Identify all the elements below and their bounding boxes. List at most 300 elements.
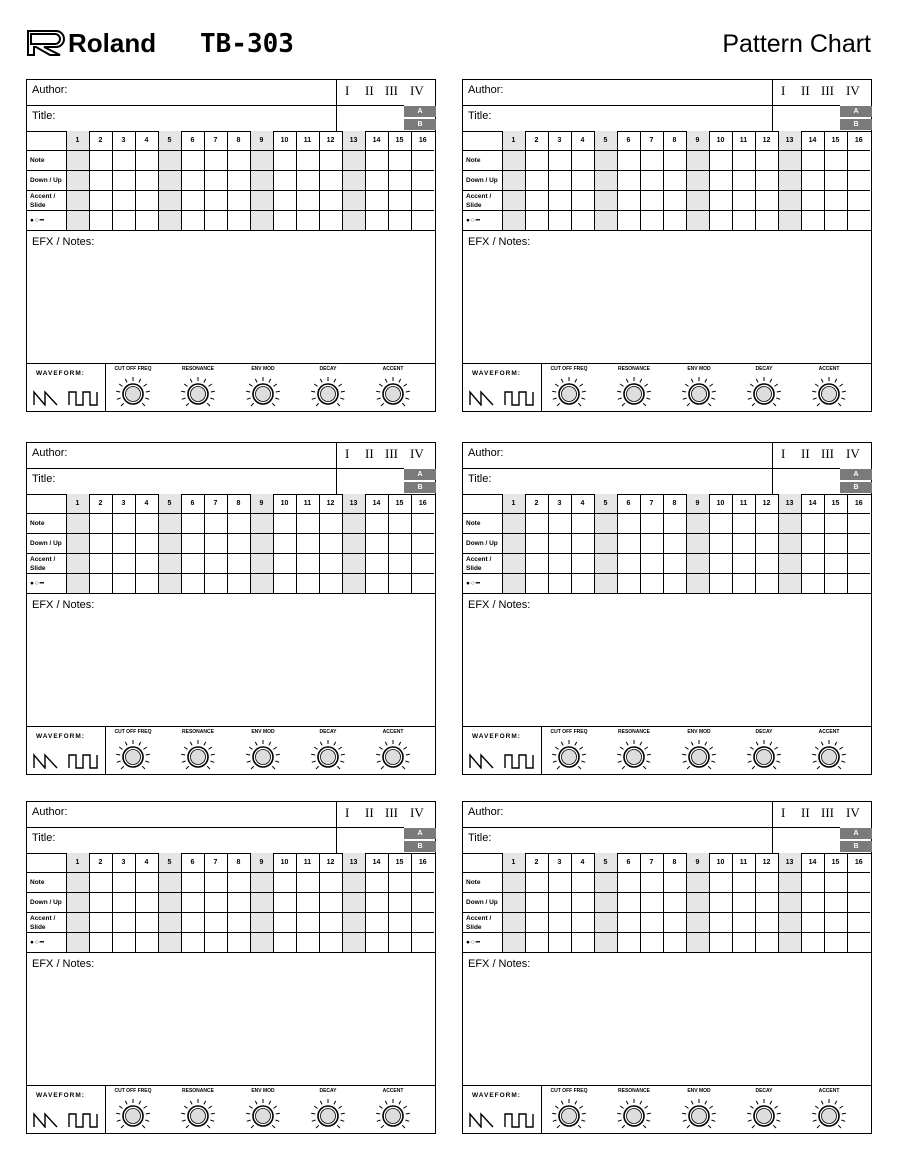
step-cell[interactable] xyxy=(801,873,824,893)
step-cell[interactable] xyxy=(365,913,388,933)
step-cell[interactable] xyxy=(732,151,755,171)
step-cell[interactable] xyxy=(89,211,112,231)
step-cell[interactable] xyxy=(709,534,732,554)
step-cell[interactable] xyxy=(778,171,801,191)
step-cell[interactable] xyxy=(640,913,663,933)
step-cell[interactable] xyxy=(594,151,617,171)
knob-icon[interactable] xyxy=(375,1098,411,1139)
step-cell[interactable] xyxy=(663,873,686,893)
step-cell[interactable] xyxy=(778,893,801,913)
step-cell[interactable] xyxy=(227,151,250,171)
step-cell[interactable] xyxy=(250,171,273,191)
step-cell[interactable] xyxy=(732,514,755,534)
step-cell[interactable] xyxy=(89,554,112,574)
step-cell[interactable] xyxy=(158,514,181,534)
step-cell[interactable] xyxy=(273,514,296,534)
step-cell[interactable] xyxy=(617,893,640,913)
step-cell[interactable] xyxy=(89,913,112,933)
step-cell[interactable] xyxy=(778,534,801,554)
step-cell[interactable] xyxy=(732,893,755,913)
step-cell[interactable] xyxy=(388,171,411,191)
step-cell[interactable] xyxy=(112,574,135,594)
step-cell[interactable] xyxy=(250,893,273,913)
step-cell[interactable] xyxy=(847,191,870,211)
step-cell[interactable] xyxy=(158,211,181,231)
step-cell[interactable] xyxy=(755,913,778,933)
track-numeral[interactable]: II xyxy=(365,446,374,461)
step-cell[interactable] xyxy=(365,534,388,554)
step-cell[interactable] xyxy=(89,191,112,211)
step-cell[interactable] xyxy=(411,933,434,953)
bank-a-label[interactable]: A xyxy=(404,469,436,480)
step-cell[interactable] xyxy=(663,171,686,191)
step-cell[interactable] xyxy=(250,913,273,933)
step-cell[interactable] xyxy=(548,554,571,574)
step-cell[interactable] xyxy=(388,151,411,171)
step-cell[interactable] xyxy=(502,514,525,534)
step-cell[interactable] xyxy=(525,933,548,953)
step-cell[interactable] xyxy=(250,151,273,171)
step-cell[interactable] xyxy=(135,913,158,933)
step-cell[interactable] xyxy=(66,554,89,574)
step-cell[interactable] xyxy=(778,574,801,594)
step-cell[interactable] xyxy=(89,574,112,594)
step-cell[interactable] xyxy=(158,534,181,554)
step-cell[interactable] xyxy=(548,191,571,211)
step-cell[interactable] xyxy=(66,211,89,231)
step-cell[interactable] xyxy=(640,191,663,211)
step-cell[interactable] xyxy=(778,873,801,893)
step-cell[interactable] xyxy=(66,913,89,933)
step-cell[interactable] xyxy=(778,514,801,534)
step-cell[interactable] xyxy=(778,913,801,933)
step-cell[interactable] xyxy=(66,151,89,171)
step-cell[interactable] xyxy=(89,893,112,913)
bank-a-label[interactable]: A xyxy=(840,469,872,480)
step-cell[interactable] xyxy=(89,873,112,893)
step-cell[interactable] xyxy=(594,574,617,594)
step-cell[interactable] xyxy=(732,873,755,893)
track-numeral[interactable]: II xyxy=(801,83,810,98)
step-cell[interactable] xyxy=(617,514,640,534)
step-cell[interactable] xyxy=(181,873,204,893)
square-wave-icon[interactable] xyxy=(504,753,534,769)
step-cell[interactable] xyxy=(663,534,686,554)
step-cell[interactable] xyxy=(847,554,870,574)
step-cell[interactable] xyxy=(273,191,296,211)
track-numeral[interactable]: I xyxy=(345,446,350,461)
step-cell[interactable] xyxy=(709,893,732,913)
knob-icon[interactable] xyxy=(551,1098,587,1139)
step-cell[interactable] xyxy=(548,933,571,953)
step-cell[interactable] xyxy=(296,191,319,211)
step-cell[interactable] xyxy=(686,534,709,554)
step-cell[interactable] xyxy=(847,211,870,231)
step-cell[interactable] xyxy=(824,574,847,594)
step-cell[interactable] xyxy=(502,873,525,893)
step-cell[interactable] xyxy=(686,873,709,893)
step-cell[interactable] xyxy=(824,873,847,893)
step-cell[interactable] xyxy=(227,893,250,913)
step-cell[interactable] xyxy=(365,211,388,231)
step-cell[interactable] xyxy=(296,554,319,574)
step-cell[interactable] xyxy=(824,151,847,171)
step-cell[interactable] xyxy=(709,171,732,191)
step-cell[interactable] xyxy=(250,534,273,554)
step-cell[interactable] xyxy=(755,171,778,191)
step-cell[interactable] xyxy=(594,554,617,574)
step-cell[interactable] xyxy=(571,171,594,191)
step-cell[interactable] xyxy=(801,514,824,534)
step-cell[interactable] xyxy=(296,211,319,231)
step-cell[interactable] xyxy=(273,893,296,913)
sawtooth-wave-icon[interactable] xyxy=(33,753,59,769)
step-cell[interactable] xyxy=(755,534,778,554)
step-cell[interactable] xyxy=(388,191,411,211)
step-cell[interactable] xyxy=(732,554,755,574)
step-cell[interactable] xyxy=(663,211,686,231)
step-cell[interactable] xyxy=(525,893,548,913)
step-cell[interactable] xyxy=(365,171,388,191)
step-cell[interactable] xyxy=(847,893,870,913)
bank-b-label[interactable]: B xyxy=(404,119,436,130)
step-cell[interactable] xyxy=(204,514,227,534)
step-cell[interactable] xyxy=(502,151,525,171)
knob-icon[interactable] xyxy=(746,1098,782,1139)
step-cell[interactable] xyxy=(112,534,135,554)
step-cell[interactable] xyxy=(342,554,365,574)
step-cell[interactable] xyxy=(663,554,686,574)
step-cell[interactable] xyxy=(135,873,158,893)
step-cell[interactable] xyxy=(594,873,617,893)
step-cell[interactable] xyxy=(181,151,204,171)
step-cell[interactable] xyxy=(548,893,571,913)
step-cell[interactable] xyxy=(204,893,227,913)
step-cell[interactable] xyxy=(158,191,181,211)
step-cell[interactable] xyxy=(709,211,732,231)
step-cell[interactable] xyxy=(847,171,870,191)
step-cell[interactable] xyxy=(640,514,663,534)
step-cell[interactable] xyxy=(181,554,204,574)
step-cell[interactable] xyxy=(388,211,411,231)
step-cell[interactable] xyxy=(204,191,227,211)
step-cell[interactable] xyxy=(617,913,640,933)
step-cell[interactable] xyxy=(135,534,158,554)
step-cell[interactable] xyxy=(135,151,158,171)
step-cell[interactable] xyxy=(732,534,755,554)
step-cell[interactable] xyxy=(273,873,296,893)
knob-icon[interactable] xyxy=(375,376,411,417)
knob-icon[interactable] xyxy=(245,1098,281,1139)
step-cell[interactable] xyxy=(686,211,709,231)
track-numeral[interactable]: IV xyxy=(846,446,860,461)
step-cell[interactable] xyxy=(525,171,548,191)
step-cell[interactable] xyxy=(686,171,709,191)
step-cell[interactable] xyxy=(594,534,617,554)
step-cell[interactable] xyxy=(250,554,273,574)
step-cell[interactable] xyxy=(250,211,273,231)
step-cell[interactable] xyxy=(296,574,319,594)
step-cell[interactable] xyxy=(135,514,158,534)
step-cell[interactable] xyxy=(227,554,250,574)
step-cell[interactable] xyxy=(824,171,847,191)
sawtooth-wave-icon[interactable] xyxy=(469,753,495,769)
square-wave-icon[interactable] xyxy=(68,1112,98,1128)
track-numeral[interactable]: III xyxy=(821,805,834,820)
track-numeral[interactable]: II xyxy=(801,805,810,820)
step-cell[interactable] xyxy=(709,574,732,594)
knob-icon[interactable] xyxy=(551,739,587,780)
step-cell[interactable] xyxy=(755,933,778,953)
knob-icon[interactable] xyxy=(180,739,216,780)
track-numeral[interactable]: IV xyxy=(410,805,424,820)
step-cell[interactable] xyxy=(112,933,135,953)
step-cell[interactable] xyxy=(732,191,755,211)
track-numeral[interactable]: II xyxy=(365,83,374,98)
step-cell[interactable] xyxy=(135,933,158,953)
sawtooth-wave-icon[interactable] xyxy=(469,1112,495,1128)
step-cell[interactable] xyxy=(388,554,411,574)
step-cell[interactable] xyxy=(319,151,342,171)
step-cell[interactable] xyxy=(663,191,686,211)
step-cell[interactable] xyxy=(571,211,594,231)
step-cell[interactable] xyxy=(181,191,204,211)
step-cell[interactable] xyxy=(204,933,227,953)
step-cell[interactable] xyxy=(342,211,365,231)
step-cell[interactable] xyxy=(411,893,434,913)
step-cell[interactable] xyxy=(112,913,135,933)
bank-b-label[interactable]: B xyxy=(840,841,872,852)
step-cell[interactable] xyxy=(594,191,617,211)
step-cell[interactable] xyxy=(112,211,135,231)
step-cell[interactable] xyxy=(273,211,296,231)
step-cell[interactable] xyxy=(617,554,640,574)
step-cell[interactable] xyxy=(755,151,778,171)
step-cell[interactable] xyxy=(686,151,709,171)
step-cell[interactable] xyxy=(847,534,870,554)
step-cell[interactable] xyxy=(204,554,227,574)
step-cell[interactable] xyxy=(525,211,548,231)
step-cell[interactable] xyxy=(112,893,135,913)
knob-icon[interactable] xyxy=(811,376,847,417)
step-cell[interactable] xyxy=(502,534,525,554)
step-cell[interactable] xyxy=(89,151,112,171)
step-cell[interactable] xyxy=(732,171,755,191)
bank-b-label[interactable]: B xyxy=(404,482,436,493)
step-cell[interactable] xyxy=(663,933,686,953)
step-cell[interactable] xyxy=(525,191,548,211)
step-cell[interactable] xyxy=(319,554,342,574)
step-cell[interactable] xyxy=(732,933,755,953)
step-cell[interactable] xyxy=(640,534,663,554)
bank-a-label[interactable]: A xyxy=(404,828,436,839)
knob-icon[interactable] xyxy=(746,376,782,417)
step-cell[interactable] xyxy=(66,933,89,953)
step-cell[interactable] xyxy=(296,171,319,191)
step-cell[interactable] xyxy=(135,554,158,574)
step-cell[interactable] xyxy=(204,873,227,893)
step-cell[interactable] xyxy=(847,514,870,534)
step-cell[interactable] xyxy=(548,873,571,893)
step-cell[interactable] xyxy=(204,151,227,171)
step-cell[interactable] xyxy=(548,151,571,171)
step-cell[interactable] xyxy=(686,554,709,574)
step-cell[interactable] xyxy=(686,913,709,933)
step-cell[interactable] xyxy=(755,574,778,594)
track-numeral[interactable]: IV xyxy=(410,83,424,98)
step-cell[interactable] xyxy=(502,211,525,231)
step-cell[interactable] xyxy=(594,913,617,933)
step-cell[interactable] xyxy=(66,171,89,191)
knob-icon[interactable] xyxy=(811,1098,847,1139)
step-cell[interactable] xyxy=(548,574,571,594)
step-cell[interactable] xyxy=(227,574,250,594)
step-cell[interactable] xyxy=(296,933,319,953)
step-cell[interactable] xyxy=(847,873,870,893)
sawtooth-wave-icon[interactable] xyxy=(33,390,59,406)
bank-b-label[interactable]: B xyxy=(404,841,436,852)
step-cell[interactable] xyxy=(571,913,594,933)
step-cell[interactable] xyxy=(571,151,594,171)
knob-icon[interactable] xyxy=(375,739,411,780)
track-numeral[interactable]: I xyxy=(345,805,350,820)
step-cell[interactable] xyxy=(158,554,181,574)
track-numeral[interactable]: II xyxy=(365,805,374,820)
step-cell[interactable] xyxy=(778,151,801,171)
square-wave-icon[interactable] xyxy=(504,1112,534,1128)
step-cell[interactable] xyxy=(847,913,870,933)
step-cell[interactable] xyxy=(66,534,89,554)
step-cell[interactable] xyxy=(709,933,732,953)
step-cell[interactable] xyxy=(158,933,181,953)
step-cell[interactable] xyxy=(663,574,686,594)
track-numeral[interactable]: IV xyxy=(410,446,424,461)
square-wave-icon[interactable] xyxy=(68,753,98,769)
step-cell[interactable] xyxy=(181,171,204,191)
step-cell[interactable] xyxy=(158,151,181,171)
step-cell[interactable] xyxy=(571,574,594,594)
step-cell[interactable] xyxy=(502,171,525,191)
step-cell[interactable] xyxy=(388,514,411,534)
track-numeral[interactable]: I xyxy=(781,446,786,461)
step-cell[interactable] xyxy=(181,913,204,933)
step-cell[interactable] xyxy=(824,534,847,554)
step-cell[interactable] xyxy=(824,933,847,953)
step-cell[interactable] xyxy=(686,191,709,211)
step-cell[interactable] xyxy=(548,171,571,191)
step-cell[interactable] xyxy=(388,574,411,594)
step-cell[interactable] xyxy=(663,913,686,933)
step-cell[interactable] xyxy=(342,893,365,913)
step-cell[interactable] xyxy=(525,534,548,554)
step-cell[interactable] xyxy=(411,913,434,933)
knob-icon[interactable] xyxy=(115,739,151,780)
step-cell[interactable] xyxy=(411,514,434,534)
step-cell[interactable] xyxy=(732,574,755,594)
step-cell[interactable] xyxy=(365,151,388,171)
step-cell[interactable] xyxy=(227,191,250,211)
step-cell[interactable] xyxy=(778,933,801,953)
step-cell[interactable] xyxy=(250,191,273,211)
step-cell[interactable] xyxy=(824,514,847,534)
track-numeral[interactable]: IV xyxy=(846,805,860,820)
step-cell[interactable] xyxy=(801,171,824,191)
step-cell[interactable] xyxy=(525,514,548,534)
step-cell[interactable] xyxy=(755,554,778,574)
step-cell[interactable] xyxy=(365,514,388,534)
knob-icon[interactable] xyxy=(115,1098,151,1139)
step-cell[interactable] xyxy=(181,933,204,953)
step-cell[interactable] xyxy=(502,574,525,594)
step-cell[interactable] xyxy=(227,534,250,554)
step-cell[interactable] xyxy=(525,554,548,574)
step-cell[interactable] xyxy=(594,514,617,534)
step-cell[interactable] xyxy=(502,913,525,933)
square-wave-icon[interactable] xyxy=(68,390,98,406)
step-cell[interactable] xyxy=(66,574,89,594)
step-cell[interactable] xyxy=(181,211,204,231)
step-cell[interactable] xyxy=(89,171,112,191)
step-cell[interactable] xyxy=(594,211,617,231)
step-cell[interactable] xyxy=(89,514,112,534)
sawtooth-wave-icon[interactable] xyxy=(469,390,495,406)
step-cell[interactable] xyxy=(411,554,434,574)
step-cell[interactable] xyxy=(112,514,135,534)
step-cell[interactable] xyxy=(273,534,296,554)
step-cell[interactable] xyxy=(66,191,89,211)
step-cell[interactable] xyxy=(112,151,135,171)
step-cell[interactable] xyxy=(525,151,548,171)
step-cell[interactable] xyxy=(594,933,617,953)
step-cell[interactable] xyxy=(250,574,273,594)
step-cell[interactable] xyxy=(388,913,411,933)
step-cell[interactable] xyxy=(548,211,571,231)
step-cell[interactable] xyxy=(548,514,571,534)
step-cell[interactable] xyxy=(365,893,388,913)
step-cell[interactable] xyxy=(135,211,158,231)
step-cell[interactable] xyxy=(411,151,434,171)
step-cell[interactable] xyxy=(525,873,548,893)
step-cell[interactable] xyxy=(158,171,181,191)
step-cell[interactable] xyxy=(250,873,273,893)
step-cell[interactable] xyxy=(66,514,89,534)
step-cell[interactable] xyxy=(709,191,732,211)
step-cell[interactable] xyxy=(411,534,434,554)
step-cell[interactable] xyxy=(617,873,640,893)
step-cell[interactable] xyxy=(709,554,732,574)
step-cell[interactable] xyxy=(135,171,158,191)
step-cell[interactable] xyxy=(640,151,663,171)
step-cell[interactable] xyxy=(755,211,778,231)
knob-icon[interactable] xyxy=(180,1098,216,1139)
step-cell[interactable] xyxy=(824,554,847,574)
step-cell[interactable] xyxy=(755,893,778,913)
step-cell[interactable] xyxy=(365,554,388,574)
step-cell[interactable] xyxy=(319,933,342,953)
step-cell[interactable] xyxy=(640,873,663,893)
step-cell[interactable] xyxy=(801,574,824,594)
step-cell[interactable] xyxy=(801,191,824,211)
step-cell[interactable] xyxy=(778,211,801,231)
step-cell[interactable] xyxy=(273,913,296,933)
step-cell[interactable] xyxy=(571,191,594,211)
step-cell[interactable] xyxy=(801,933,824,953)
knob-icon[interactable] xyxy=(310,376,346,417)
track-numeral[interactable]: III xyxy=(385,446,398,461)
step-cell[interactable] xyxy=(824,913,847,933)
step-cell[interactable] xyxy=(548,913,571,933)
step-cell[interactable] xyxy=(640,574,663,594)
